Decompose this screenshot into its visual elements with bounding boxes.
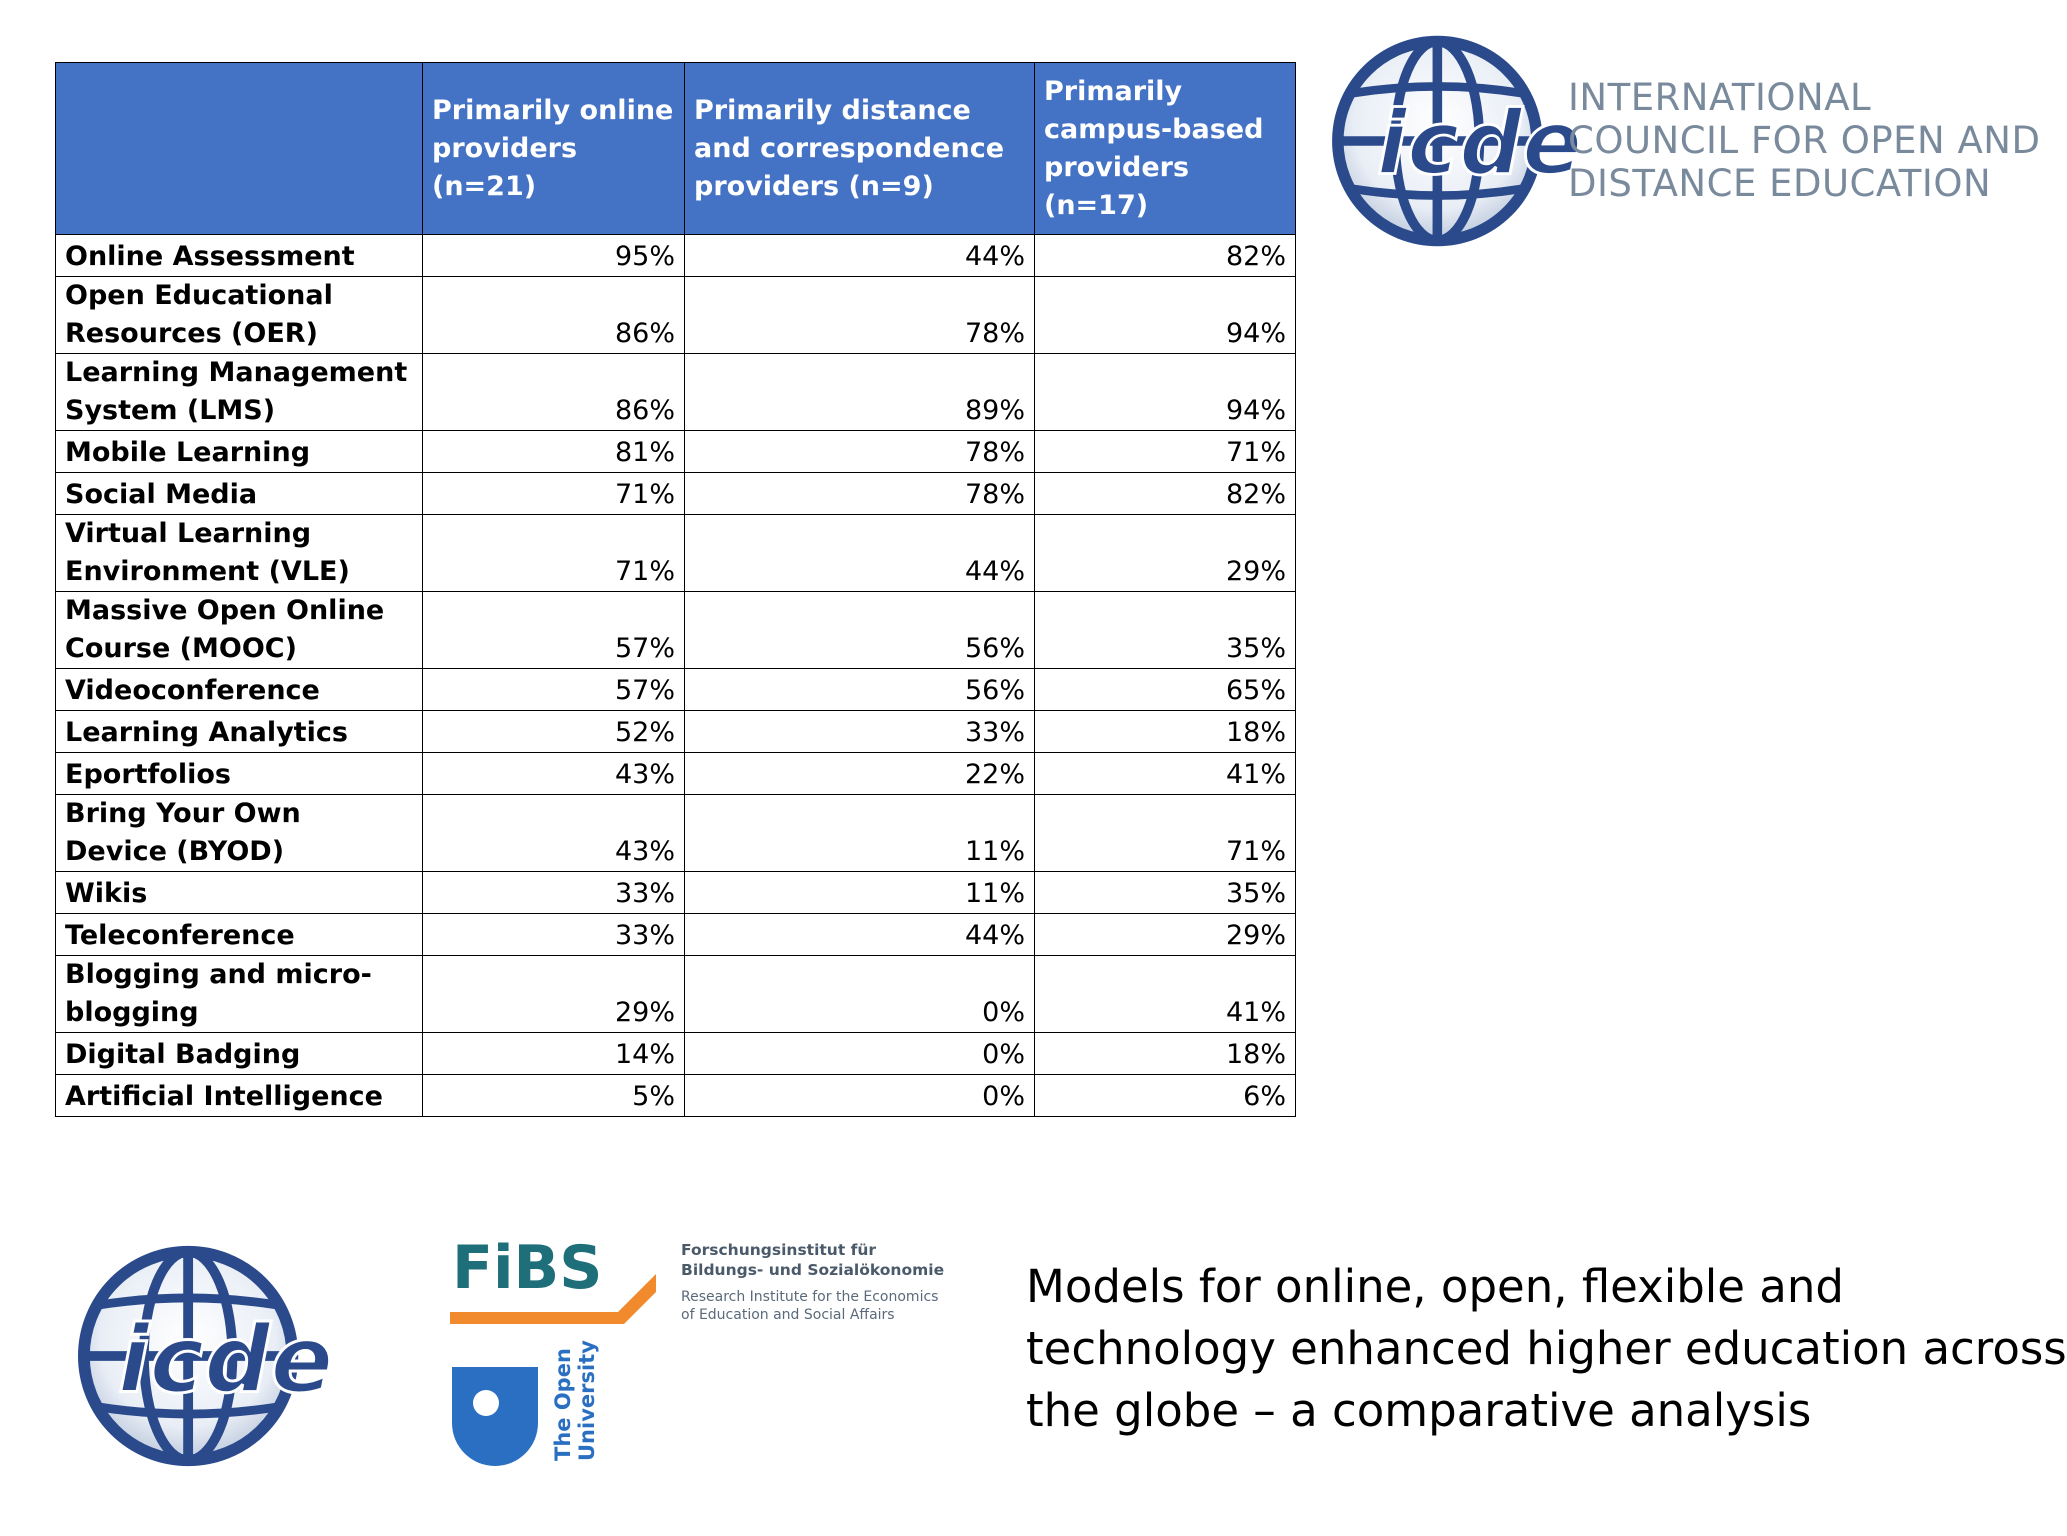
ou-shield-icon [452, 1367, 538, 1466]
fibs-logo-text: FiBS [452, 1233, 603, 1303]
report-title [1026, 1256, 2067, 1442]
row-label: Videoconference [56, 669, 423, 711]
header-online-providers: Primarily online providers (n=21) [423, 63, 685, 235]
icde-logo-bottom [78, 1238, 334, 1474]
row-label: Open Educational Resources (OER) [56, 277, 423, 354]
row-value: 86% [423, 277, 685, 354]
table-header-row [56, 63, 1296, 235]
row-value: 5% [423, 1075, 685, 1117]
table-row [56, 354, 1296, 431]
table-row [56, 1033, 1296, 1075]
fibs-name-de-line: Bildungs- und Sozialökonomie [681, 1261, 945, 1279]
row-label: Teleconference [56, 914, 423, 956]
row-label: Blogging and micro-blogging [56, 956, 423, 1033]
table-row [56, 914, 1296, 956]
row-label: Online Assessment [56, 235, 423, 277]
row-value: 57% [423, 592, 685, 669]
row-value: 35% [1035, 592, 1296, 669]
icde-name-line: INTERNATIONAL [1568, 76, 1872, 119]
row-value: 94% [1035, 277, 1296, 354]
header-distance-providers: Primarily distance and correspondence providers (n=9) [685, 63, 1035, 235]
provider-technology-table [55, 62, 1296, 1117]
row-value: 33% [685, 711, 1035, 753]
row-label: Bring Your Own Device (BYOD) [56, 795, 423, 872]
icde-name-line: COUNCIL FOR OPEN AND [1568, 119, 2041, 162]
table-row [56, 711, 1296, 753]
table-row [56, 515, 1296, 592]
header-campus-providers: Primarily campus-based providers (n=17) [1035, 63, 1296, 235]
row-label: Learning Analytics [56, 711, 423, 753]
row-value: 78% [685, 473, 1035, 515]
row-value: 43% [423, 753, 685, 795]
fibs-logo [448, 1234, 658, 1328]
row-value: 71% [423, 515, 685, 592]
icde-logo-top [1330, 30, 1582, 252]
row-value: 89% [685, 354, 1035, 431]
row-value: 82% [1035, 235, 1296, 277]
row-label: Massive Open Online Course (MOOC) [56, 592, 423, 669]
row-label: Mobile Learning [56, 431, 423, 473]
row-value: 78% [685, 431, 1035, 473]
row-label: Wikis [56, 872, 423, 914]
icde-logo-text: icde [117, 1305, 334, 1414]
table-row [56, 235, 1296, 277]
fibs-name-en-line: of Education and Social Affairs [681, 1307, 895, 1323]
row-value: 65% [1035, 669, 1296, 711]
row-value: 0% [685, 956, 1035, 1033]
row-value: 11% [685, 872, 1035, 914]
ou-name-line: University [575, 1340, 599, 1461]
row-value: 44% [685, 235, 1035, 277]
row-value: 29% [1035, 515, 1296, 592]
row-value: 82% [1035, 473, 1296, 515]
row-value: 11% [685, 795, 1035, 872]
row-value: 95% [423, 235, 685, 277]
row-value: 18% [1035, 1033, 1296, 1075]
row-value: 56% [685, 669, 1035, 711]
icde-organisation-name [1568, 76, 2040, 205]
row-value: 14% [423, 1033, 685, 1075]
row-value: 35% [1035, 872, 1296, 914]
row-value: 33% [423, 872, 685, 914]
table-row [56, 753, 1296, 795]
table-row [56, 669, 1296, 711]
fibs-institute-name [681, 1240, 944, 1324]
table-row [56, 872, 1296, 914]
row-value: 44% [685, 914, 1035, 956]
row-value: 22% [685, 753, 1035, 795]
row-value: 41% [1035, 753, 1296, 795]
row-label: Virtual Learning Environment (VLE) [56, 515, 423, 592]
row-label: Eportfolios [56, 753, 423, 795]
table-row [56, 473, 1296, 515]
table-row [56, 277, 1296, 354]
table-row [56, 592, 1296, 669]
row-value: 71% [423, 473, 685, 515]
row-value: 33% [423, 914, 685, 956]
table-row [56, 1075, 1296, 1117]
header-blank [56, 63, 423, 235]
row-label: Digital Badging [56, 1033, 423, 1075]
row-value: 29% [1035, 914, 1296, 956]
row-value: 71% [1035, 431, 1296, 473]
row-value: 56% [685, 592, 1035, 669]
row-value: 57% [423, 669, 685, 711]
row-label: Artificial Intelligence [56, 1075, 423, 1117]
table-row [56, 956, 1296, 1033]
open-university-logo [450, 1340, 608, 1465]
row-value: 78% [685, 277, 1035, 354]
fibs-name-en-line: Research Institute for the Economics [681, 1289, 939, 1305]
row-value: 52% [423, 711, 685, 753]
row-value: 0% [685, 1075, 1035, 1117]
row-value: 18% [1035, 711, 1296, 753]
row-value: 43% [423, 795, 685, 872]
icde-logo-text: icde [1376, 91, 1582, 195]
row-value: 0% [685, 1033, 1035, 1075]
table-row [56, 795, 1296, 872]
row-value: 86% [423, 354, 685, 431]
row-label: Social Media [56, 473, 423, 515]
icde-name-line: DISTANCE EDUCATION [1568, 162, 1992, 205]
row-label: Learning Management System (LMS) [56, 354, 423, 431]
row-value: 29% [423, 956, 685, 1033]
row-value: 6% [1035, 1075, 1296, 1117]
row-value: 71% [1035, 795, 1296, 872]
report-title-line: Models for online, open, flexible and [1026, 1260, 1844, 1313]
ou-name-line: The Open [551, 1348, 575, 1461]
row-value: 81% [423, 431, 685, 473]
row-value: 44% [685, 515, 1035, 592]
row-value: 41% [1035, 956, 1296, 1033]
row-value: 94% [1035, 354, 1296, 431]
report-title-line: the globe – a comparative analysis [1026, 1384, 1812, 1437]
fibs-name-de-line: Forschungsinstitut für [681, 1241, 877, 1259]
table-row [56, 431, 1296, 473]
report-title-line: technology enhanced higher education across [1026, 1322, 2067, 1375]
